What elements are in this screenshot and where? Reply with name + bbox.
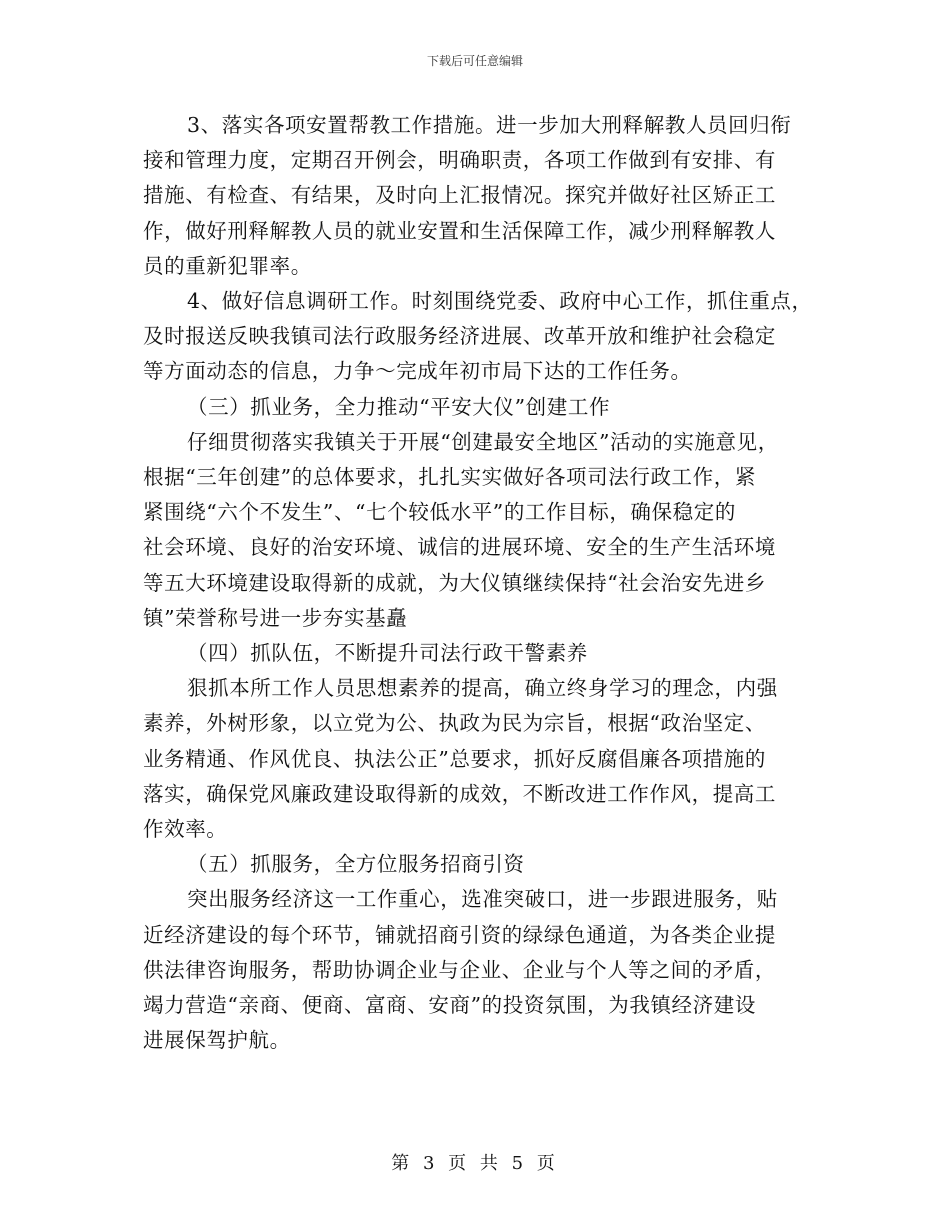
text-line: （三）抓业务，全力推动“平安大仪”创建工作 [187,394,611,419]
text-line: 措施、有检查、有结果，及时向上汇报情况。探究并做好社区矫正工 [143,183,776,208]
text-line: 等方面动态的信息，力争～完成年初市局下达的工作任务。 [143,359,692,384]
text-line: 根据“三年创建”的总体要求，扎扎实实做好各项司法行政工作，紧 [143,465,756,490]
text-line: 等五大环境建设取得新的成就，为大仪镇继续保持“社会治安先进乡 [143,570,766,595]
page-footer: 第 3 页 共 5 页 [391,1153,559,1174]
document-body [143,108,833,1058]
text-line: 接和管理力度，定期召开例会，明确职责，各项工作做到有安排、有 [143,148,776,173]
text-line: 落实，确保党风廉政建设取得新的成效，不断改进工作作风，提高工 [143,781,776,806]
text-line: 供法律咨询服务，帮助协调企业与企业、企业与个人等之间的矛盾， [143,957,776,982]
text-line: 狠抓本所工作人员思想素养的提高，确立终身学习的理念，内强 [187,676,778,701]
text-line: 镇”荣誉称号进一步夯实基矗 [143,605,408,630]
text-line: （四）抓队伍，不断提升司法行政干警素养 [187,641,588,666]
text-line: 仔细贯彻落实我镇关于开展“创建最安全地区”活动的实施意见， [187,429,779,454]
text-line: 社会环境、良好的治安环境、诚信的进展环境、安全的生产生活环境 [143,535,776,560]
text-line: 作效率。 [143,817,228,842]
text-line: 3、落实各项安置帮教工作措施。进一步加大刑释解教人员回归衔 [187,113,792,137]
text-line: 4、做好信息调研工作。时刻围绕党委、政府中心工作，抓住重点， [187,289,813,314]
page-header: 下载后可任意编辑 [426,54,523,68]
text-line: 及时报送反映我镇司法行政服务经济进展、改革开放和维护社会稳定 [143,324,776,349]
text-line: （五）抓服务，全方位服务招商引资 [187,852,525,877]
text-line: 员的重新犯罪率。 [143,253,312,278]
text-line: 作，做好刑释解教人员的就业安置和生活保障工作，减少刑释解教人 [143,218,776,243]
text-line: 业务精通、作风优良、执法公正”总要求，抓好反腐倡廉各项措施的 [143,746,766,771]
text-line: 素养，外树形象，以立党为公、执政为民为宗旨，根据“政治坚定、 [143,711,766,736]
text-line: 竭力营造“亲商、便商、富商、安商”的投资氛围，为我镇经济建设 [143,993,756,1018]
text-line: 紧围绕“六个不发生”、“七个较低水平”的工作目标，确保稳定的 [143,500,736,525]
text-line: 近经济建设的每个环节，铺就招商引资的绿绿色通道，为各类企业提 [143,922,776,947]
text-line: 进展保驾护航。 [143,1028,291,1053]
text-line: 突出服务经济这一工作重心，选准突破口，进一步跟进服务，贴 [187,887,778,912]
